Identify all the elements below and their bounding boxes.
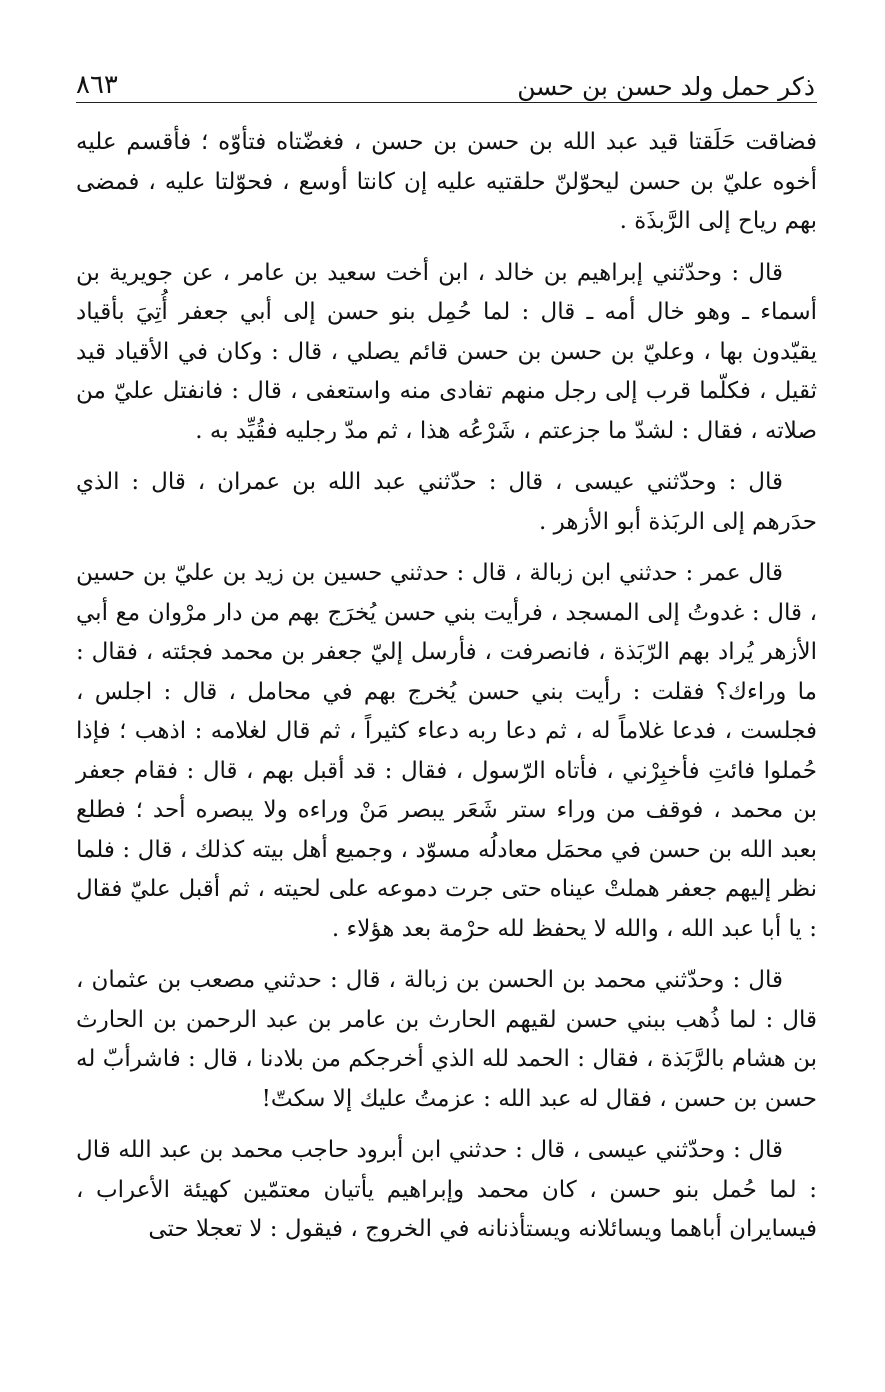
page-header: [76, 62, 817, 103]
paragraph: فضاقت حَلَقتا قيد عبد الله بن حسن بن حسن ، فغضّتاه فتأوّه ؛ فأقسم عليه أخوه عليّ بن حسن ليحوّلنّ حلقتيه عليه إن كانتا أوسع ، فحوّلتا عليه ، فمضى بهم رياح إلى الرَّبذَة .: [76, 129, 817, 234]
paragraph: قال : وحدّثني عيسى ، قال : حدثني ابن أبرود حاجب محمد بن عبد الله قال : لما حُمل بنو حسن ، كان محمد وإبراهيم يأتيان معتمّين كهيئة الأعراب ، فيسايران أباهما ويسائلانه ويستأذنانه في الخروج ، فيقول : لا تعجلا حتى: [76, 1137, 817, 1242]
body-text: [76, 123, 817, 1250]
paragraph: قال عمر : حدثني ابن زبالة ، قال : حدثني حسين بن زيد بن عليّ بن حسين ، قال : غدوتُ إلى المسجد ، فرأيت بني حسن يُخرَج بهم من دار مرْوان مع أبي الأزهر يُراد بهم الرّبَذة ، فانصرفت ، فأرسل إليّ جعفر بن محمد فجئته ، فقال : ما وراءك؟ فقلت : رأيت بني حسن يُخرج بهم في محامل ، قال : اجلس ، فجلست ، فدعا غلاماً له ، ثم دعا ربه دعاء كثيراً ، ثم قال لغلامه : اذهب ؛ فإذا حُملوا فائتِ فأخبِرْني ، فأتاه الرّسول ، فقال : قد أقبل بهم ، قال : فقام جعفر بن محمد ، فوقف من وراء ستر شَعَر يبصر مَنْ وراءه ولا يبصره أحد ؛ فطلع بعبد الله بن حسن في محمَل معادلُه مسوّد ، وجميع أهل بيته كذلك ، قال : فلما نظر إليهم جعفر هملتْ عيناه حتى جرت دموعه على لحيته ، ثم أقبل عليّ فقال : يا أبا عبد الله ، والله لا يحفظ لله حرْمة بعد هؤلاء .: [76, 560, 817, 942]
book-page: [76, 62, 817, 1352]
paragraph: قال : وحدّثني محمد بن الحسن بن زبالة ، قال : حدثني مصعب بن عثمان ، قال : لما ذُهب ببني حسن لقيهم الحارث بن عامر بن عبد الرحمن بن الحارث بن هشام بالرَّبَذة ، فقال : الحمد لله الذي أخرجكم من بلادنا ، قال : فاشرأبّ له حسن بن حسن ، فقال له عبد الله : عزمتُ عليك إلا سكتّ!: [76, 967, 817, 1112]
paragraph: قال : وحدّثني إبراهيم بن خالد ، ابن أخت سعيد بن عامر ، عن جويرية بن أسماء ـ وهو خال أمه ـ قال : لما حُمِل بنو حسن إلى أبي جعفر أُتِيَ بأقياد يقيّدون بها ، وعليّ بن حسن بن حسن قائم يصلي ، قال : وكان في الأقياد قيد ثقيل ، فكلّما قرب إلى رجل منهم تفادى منه واستعفى ، قال : فانفتل عليّ من صلاته ، فقال : لشدّ ما جزعتم ، شَرْعُه هذا ، ثم مدّ رجليه فقُيِّد به .: [76, 259, 817, 444]
running-title: ذكر حمل ولد حسن بن حسن: [517, 72, 815, 101]
page-number: ٨٦٣: [76, 70, 118, 100]
paragraph: قال : وحدّثني عيسى ، قال : حدّثني عبد الله بن عمران ، قال : الذي حدَرهم إلى الربَذة أبو الأزهر .: [76, 469, 817, 535]
